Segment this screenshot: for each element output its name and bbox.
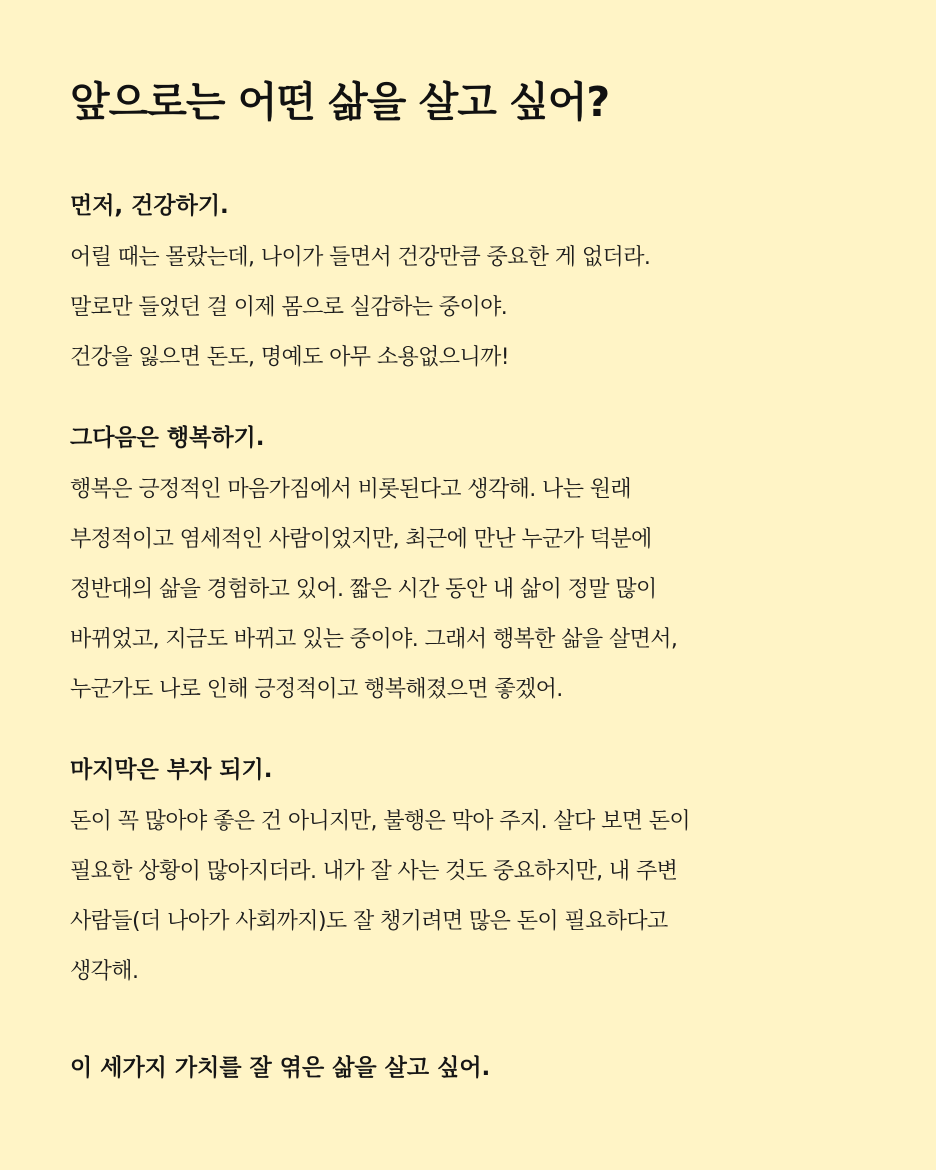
section-wealth	[70, 752, 936, 990]
section-heading: 마지막은 부자 되기.	[70, 757, 273, 783]
body-line: 정반대의 삶을 경험하고 있어. 짧은 시간 동안 내 삶이 정말 많이	[70, 577, 657, 602]
body-line: 필요한 상황이 많아지더라. 내가 잘 사는 것도 중요하지만, 내 주변	[70, 859, 678, 884]
body-line: 말로만 들었던 걸 이제 몸으로 실감하는 중이야.	[70, 295, 508, 320]
body-line: 건강을 잃으면 돈도, 명예도 아무 소용없으니까!	[70, 345, 509, 370]
body-line: 누군가도 나로 인해 긍정적이고 행복해졌으면 좋겠어.	[70, 677, 563, 702]
section-heading: 그다음은 행복하기.	[70, 425, 265, 451]
closing-statement: 이 세가지 가치를 잘 엮은 삶을 살고 싶어.	[70, 1055, 491, 1081]
body-line: 사람들(더 나아가 사회까지)도 잘 챙기려면 많은 돈이 필요하다고	[70, 909, 668, 934]
body-line: 행복은 긍정적인 마음가짐에서 비롯된다고 생각해. 나는 원래	[70, 477, 632, 502]
section-body	[70, 240, 936, 376]
section-body	[70, 472, 936, 708]
section-health	[70, 188, 936, 376]
section-happiness	[70, 420, 936, 708]
body-line: 생각해.	[70, 959, 139, 984]
section-body	[70, 804, 936, 990]
body-line: 어릴 때는 몰랐는데, 나이가 들면서 건강만큼 중요한 게 없더라.	[70, 245, 651, 270]
page-title: 앞으로는 어떤 삶을 살고 싶어?	[70, 78, 610, 126]
body-line: 바뀌었고, 지금도 바뀌고 있는 중이야. 그래서 행복한 삶을 살면서,	[70, 627, 678, 652]
body-line: 돈이 꼭 많아야 좋은 건 아니지만, 불행은 막아 주지. 살다 보면 돈이	[70, 809, 691, 834]
body-line: 부정적이고 염세적인 사람이었지만, 최근에 만난 누군가 덕분에	[70, 527, 652, 552]
section-heading: 먼저, 건강하기.	[70, 193, 229, 219]
